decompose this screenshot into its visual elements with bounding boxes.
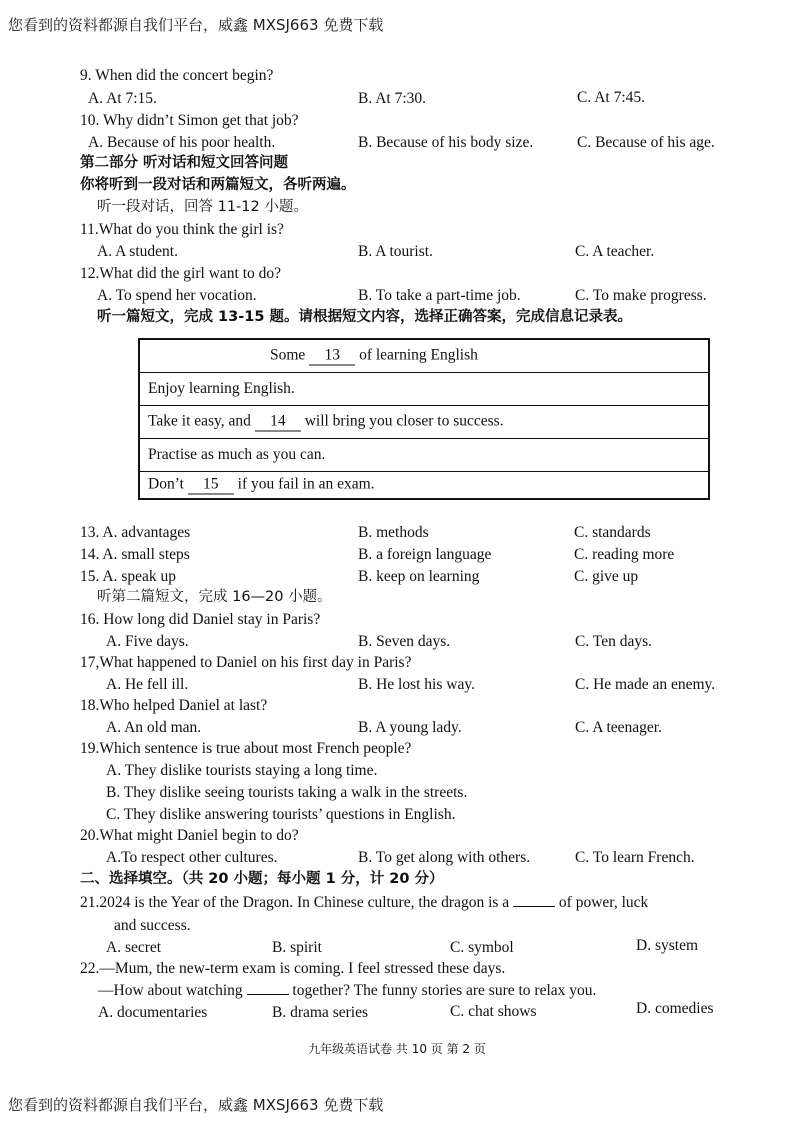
option-9b: B. At 7:30. xyxy=(358,90,427,107)
table-row xyxy=(140,340,708,373)
blank-22 xyxy=(247,994,289,995)
option-12a: A. To spend her vocation. xyxy=(97,287,257,304)
table-text: Take it easy, and xyxy=(148,412,251,430)
question-21 xyxy=(80,895,648,911)
option-10a: A. Because of his poor health. xyxy=(88,134,276,151)
question-22-reply xyxy=(98,983,596,999)
table-row xyxy=(140,373,708,406)
question-17: 17,What happened to Daniel on his first day in Paris? xyxy=(80,654,412,671)
option-15b: B. keep on learning xyxy=(358,568,480,585)
option-14b: B. a foreign language xyxy=(358,546,492,563)
option-18a: A. An old man. xyxy=(106,719,202,736)
question-12: 12.What did the girl want to do? xyxy=(80,265,282,282)
option-18c: C. A teenager. xyxy=(575,719,662,736)
table-row xyxy=(140,406,708,439)
option-12b: B. To take a part-time job. xyxy=(358,287,521,304)
option-22c: C. chat shows xyxy=(450,1003,537,1020)
dialogue-instruction: 听一段对话，回答 11-12 小题。 xyxy=(97,199,308,215)
table-text: if you fail in an exam. xyxy=(237,475,375,493)
option-18b: B. A young lady. xyxy=(358,719,462,736)
option-19b: B. They dislike seeing tourists taking a walk in the streets. xyxy=(106,784,468,801)
page-footer: 九年级英语试卷 共 10 页 第 2 页 xyxy=(308,1042,486,1056)
passage2-instruction: 听第二篇短文，完成 16—20 小题。 xyxy=(97,589,332,605)
q21-text: 21.2024 is the Year of the Dragon. In Chinese culture, the dragon is a xyxy=(80,894,510,911)
option-22d: D. comedies xyxy=(636,1000,714,1017)
table-row xyxy=(140,439,708,472)
option-11b: B. A tourist. xyxy=(358,243,433,260)
option-10b: B. Because of his body size. xyxy=(358,134,534,151)
watermark-bottom: 您看到的资料都源自我们平台，威鑫 MXSJ663 免费下载 xyxy=(8,1096,384,1114)
table-text: will bring you closer to success. xyxy=(304,412,504,430)
option-13c: C. standards xyxy=(574,524,651,541)
option-9c: C. At 7:45. xyxy=(577,89,646,106)
info-table xyxy=(138,338,710,500)
q22-text: —How about watching xyxy=(98,982,243,999)
option-20c: C. To learn French. xyxy=(575,849,695,866)
q21-text: of power, luck xyxy=(558,894,649,911)
option-17a: A. He fell ill. xyxy=(106,676,189,693)
option-17c: C. He made an enemy. xyxy=(575,676,716,693)
option-22a: A. documentaries xyxy=(98,1004,208,1021)
question-20: 20.What might Daniel begin to do? xyxy=(80,827,299,844)
option-20b: B. To get along with others. xyxy=(358,849,531,866)
question-19: 19.Which sentence is true about most French people? xyxy=(80,740,412,757)
table-text: Don’t xyxy=(148,475,184,493)
section-two-heading: 二、选择填空。（共 20 小题；每小题 1 分，计 20 分） xyxy=(80,871,444,887)
option-12c: C. To make progress. xyxy=(575,287,707,304)
question-18: 18.Who helped Daniel at last? xyxy=(80,697,268,714)
option-21b: B. spirit xyxy=(272,939,322,956)
option-14a: 14. A. small steps xyxy=(80,546,190,563)
option-9a: A. At 7:15. xyxy=(88,90,157,107)
section-instruction: 你将听到一段对话和两篇短文，各听两遍。 xyxy=(80,177,356,193)
option-22b: B. drama series xyxy=(272,1004,368,1021)
option-21c: C. symbol xyxy=(450,939,514,956)
option-17b: B. He lost his way. xyxy=(358,676,475,693)
section-heading: 第二部分 听对话和短文回答问题 xyxy=(80,155,289,171)
option-13b: B. methods xyxy=(358,524,429,541)
option-15a: 15. A. speak up xyxy=(80,568,177,585)
watermark-top: 您看到的资料都源自我们平台，威鑫 MXSJ663 免费下载 xyxy=(8,16,384,34)
option-11c: C. A teacher. xyxy=(575,243,655,260)
option-16b: B. Seven days. xyxy=(358,633,451,650)
blank-13: 13 xyxy=(309,347,355,366)
q22-text: together? The funny stories are sure to relax you. xyxy=(292,982,597,999)
option-14c: C. reading more xyxy=(574,546,675,563)
blank-15: 15 xyxy=(188,476,234,495)
table-text: Some xyxy=(270,346,306,364)
blank-21 xyxy=(513,906,555,907)
option-13a: 13. A. advantages xyxy=(80,524,191,541)
question-16: 16. How long did Daniel stay in Paris? xyxy=(80,611,321,628)
option-16a: A. Five days. xyxy=(106,633,189,650)
passage1-instruction: 听一篇短文，完成 13-15 题。请根据短文内容，选择正确答案，完成信息记录表。 xyxy=(97,309,632,325)
blank-14: 14 xyxy=(255,413,301,432)
option-19a: A. They dislike tourists staying a long time. xyxy=(106,762,378,779)
question-21-cont: and success. xyxy=(114,917,191,934)
option-11a: A. A student. xyxy=(97,243,178,260)
option-15c: C. give up xyxy=(574,568,639,585)
question-22: 22.—Mum, the new-term exam is coming. I feel stressed these days. xyxy=(80,960,506,977)
table-text: Practise as much as you can. xyxy=(148,446,326,463)
question-11: 11.What do you think the girl is? xyxy=(80,221,284,238)
question-10: 10. Why didn’t Simon get that job? xyxy=(80,112,299,129)
option-20a: A.To respect other cultures. xyxy=(106,849,278,866)
option-10c: C. Because of his age. xyxy=(577,134,715,151)
option-16c: C. Ten days. xyxy=(575,633,652,650)
option-19c: C. They dislike answering tourists’ questions in English. xyxy=(106,806,456,823)
table-text: of learning English xyxy=(359,346,478,364)
question-9: 9. When did the concert begin? xyxy=(80,67,274,84)
option-21a: A. secret xyxy=(106,939,162,956)
table-text: Enjoy learning English. xyxy=(148,380,295,397)
option-21d: D. system xyxy=(636,937,698,954)
table-row xyxy=(140,472,708,498)
